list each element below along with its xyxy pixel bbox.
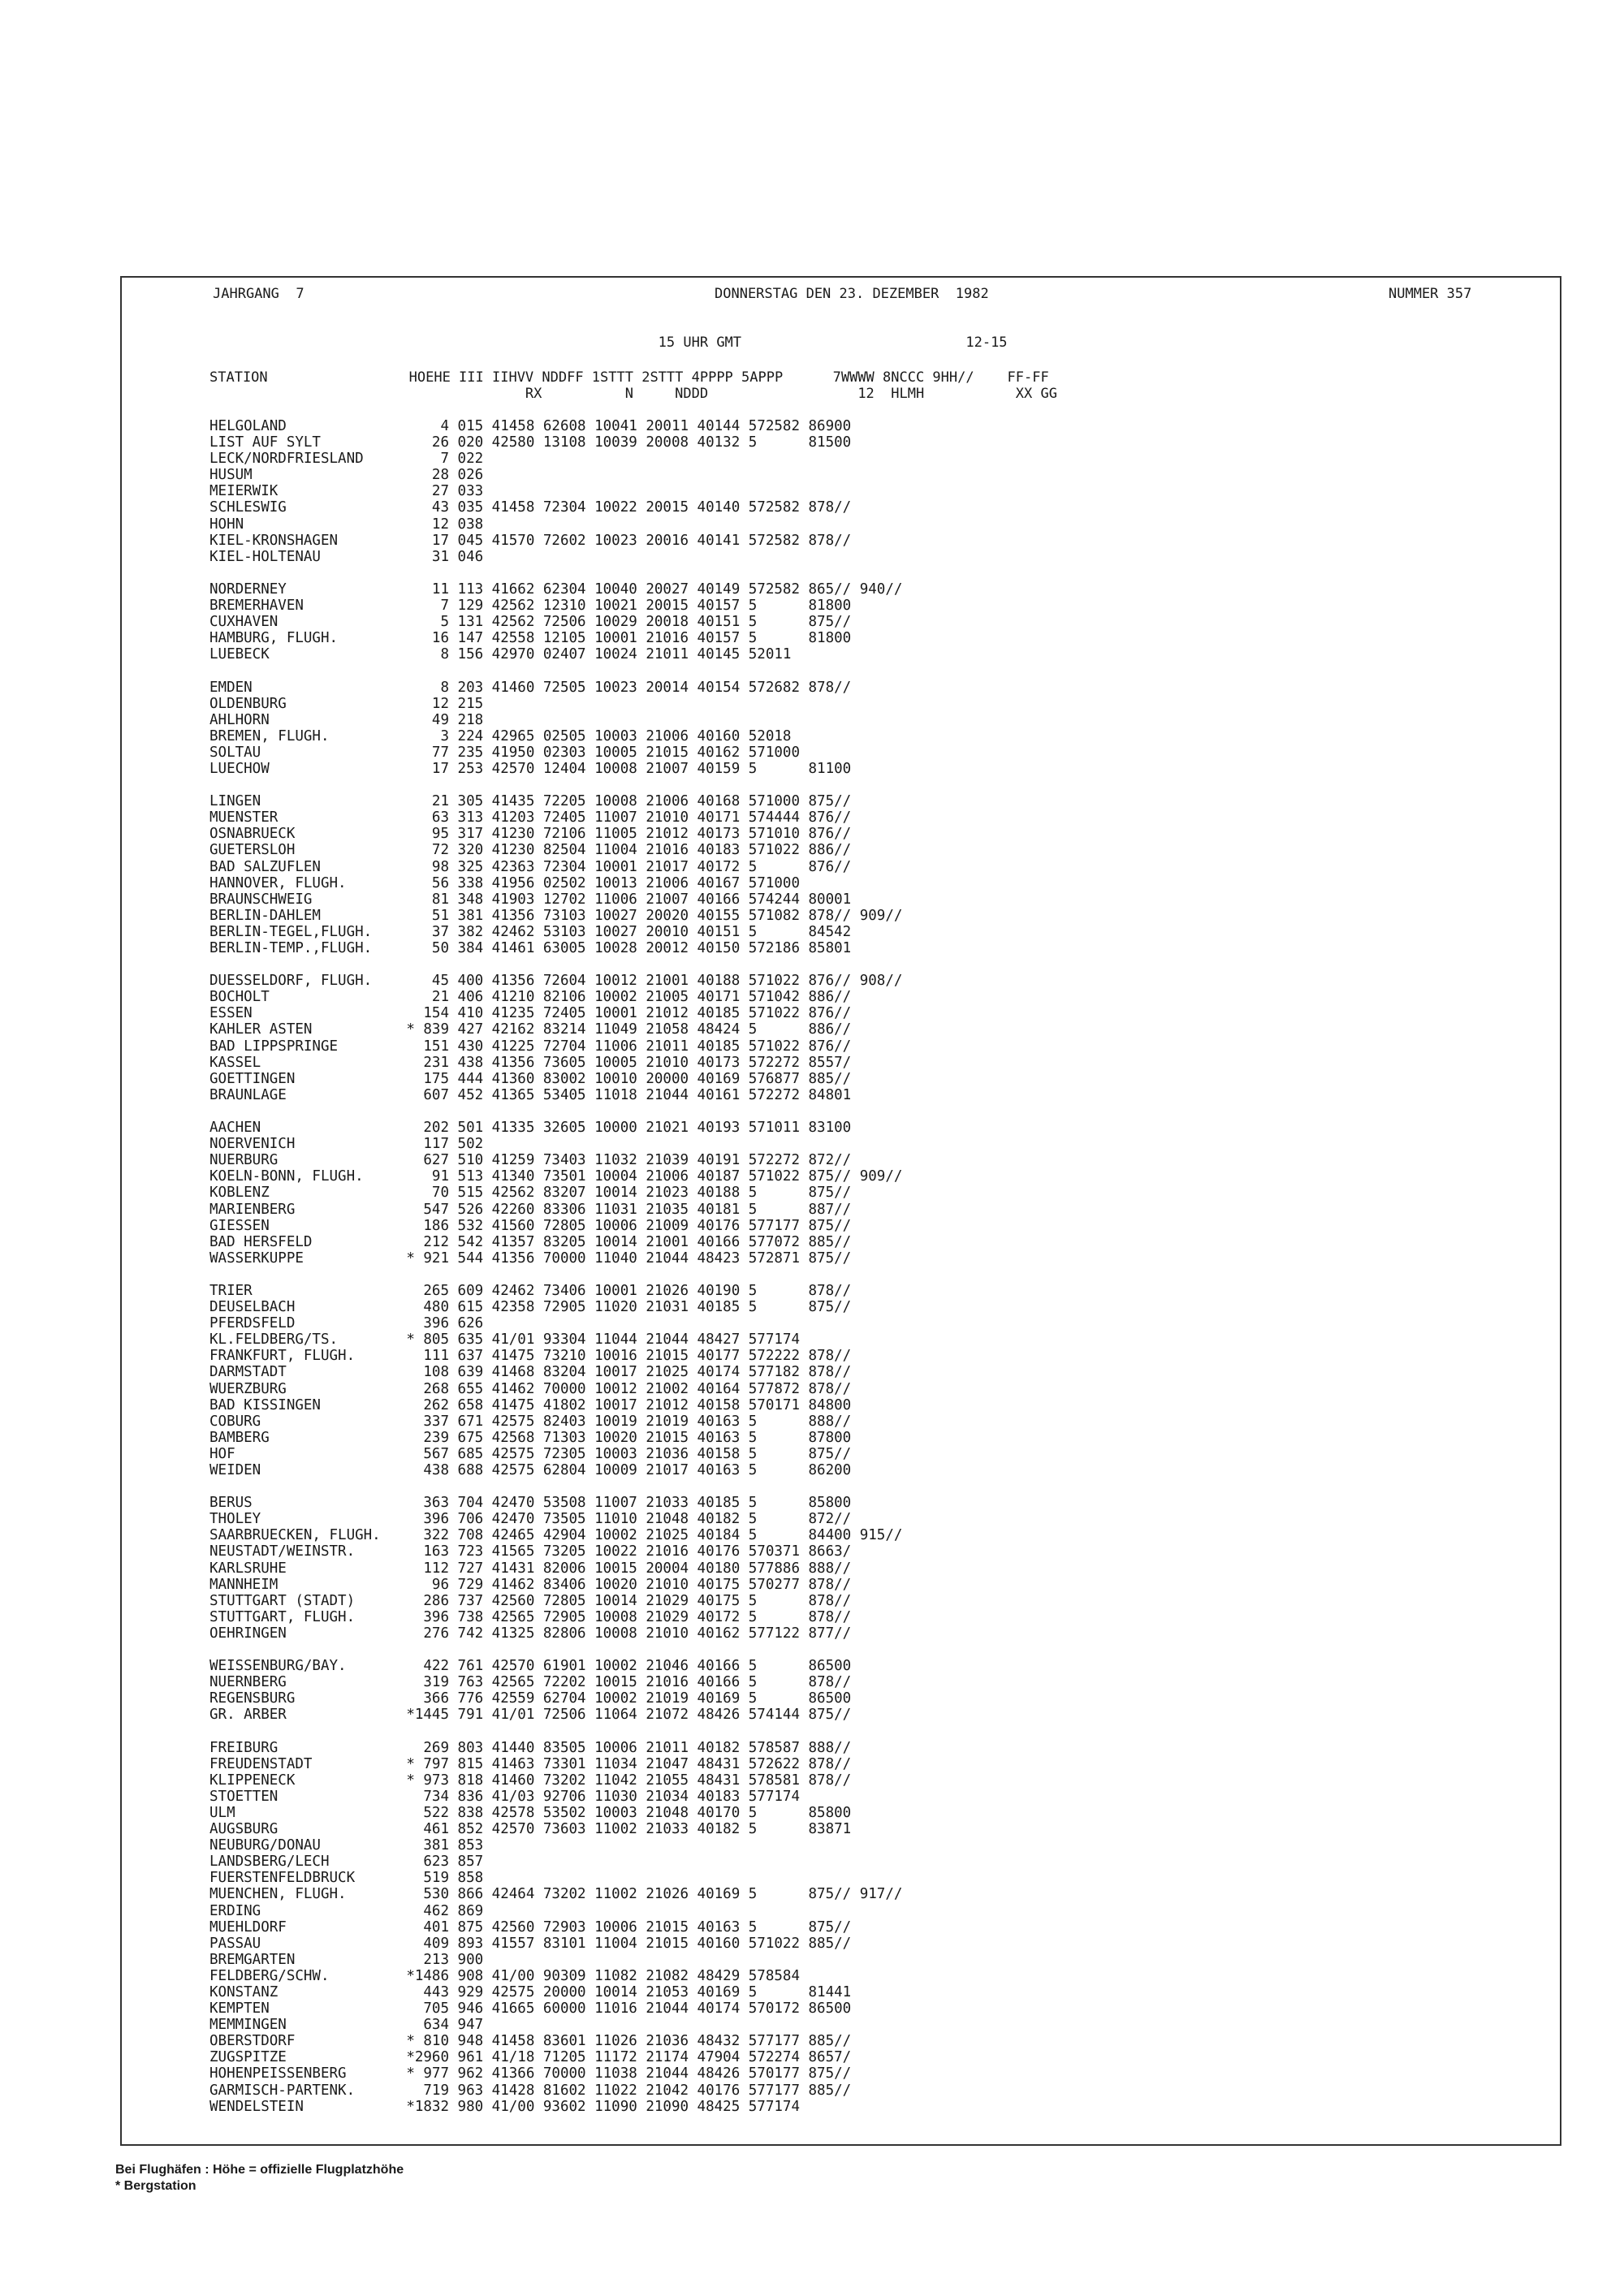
group-gap	[209, 1724, 902, 1740]
table-row: KEMPTEN 705 946 41665 60000 11016 21044 40174 570172 86500	[209, 2000, 852, 2018]
table-row: KL.FELDBERG/TS. * 805 635 41/01 93304 11044 21044 48427 577174	[209, 1331, 800, 1349]
issue-number: NUMMER 357	[1389, 286, 1472, 302]
table-row: REGENSBURG 366 776 42559 62704 10002 21019 40169 5 86500	[209, 1690, 852, 1707]
table-row: MANNHEIM 96 729 41462 83406 10020 21010 40175 570277 878//	[209, 1576, 852, 1593]
table-row: DUESSELDORF, FLUGH. 45 400 41356 72604 10012 21001 40188 571022 876// 908//	[209, 973, 903, 990]
table-row: DEUSELBACH 480 615 42358 72905 11020 21031 40185 5 875//	[209, 1299, 852, 1316]
table-row: MUEHLDORF 401 875 42560 72903 10006 21015 40163 5 875//	[209, 1918, 852, 1936]
table-row: BAD LIPPSPRINGE 151 430 41225 72704 11006 21011 40185 571022 876//	[209, 1038, 852, 1055]
table-row: KLIPPENECK * 973 818 41460 73202 11042 21055 48431 578581 878//	[209, 1772, 852, 1789]
table-row: WEISSENBURG/BAY. 422 761 42570 61901 10002 21046 40166 5 86500	[209, 1658, 852, 1675]
group-gap	[209, 1267, 902, 1283]
table-row: MEIERWIK 27 033	[209, 483, 484, 500]
table-row: AACHEN 202 501 41335 32605 10000 21021 40193 571011 83100	[209, 1120, 852, 1137]
table-row: HOF 567 685 42575 72305 10003 21036 40158 5 875//	[209, 1445, 852, 1462]
group-gap	[209, 565, 902, 581]
table-row: KIEL-KRONSHAGEN 17 045 41570 72602 10023 20016 40141 572582 878//	[209, 532, 852, 549]
table-row: FREUDENSTADT * 797 815 41463 73301 11034 21047 48431 572622 878//	[209, 1755, 852, 1772]
table-row: BRAUNLAGE 607 452 41365 53405 11018 21044 40161 572272 84801	[209, 1086, 852, 1103]
table-row: BERLIN-DAHLEM 51 381 41356 73103 10027 20020 40155 571082 878// 909//	[209, 907, 903, 924]
table-row: KIEL-HOLTENAU 31 046	[209, 548, 484, 565]
table-row: ULM 522 838 42578 53502 10003 21048 40170 5 85800	[209, 1804, 852, 1821]
table-row: BREMERHAVEN 7 129 42562 12310 10021 20015 40157 5 81800	[209, 598, 852, 615]
table-row: HUSUM 28 026	[209, 467, 484, 484]
column-header-line-2: RX N NDDD 12 HLMH XX GG	[209, 386, 1057, 402]
table-row: LUECHOW 17 253 42570 12404 10008 21007 40159 5 81100	[209, 760, 852, 777]
table-row: NUERNBERG 319 763 42565 72202 10015 21016 40166 5 878//	[209, 1674, 852, 1691]
table-row: MUENCHEN, FLUGH. 530 866 42464 73202 11002 21026 40169 5 875// 917//	[209, 1886, 903, 1903]
table-row: BAD SALZUFLEN 98 325 42363 72304 10001 21017 40172 5 876//	[209, 858, 852, 875]
table-row: HANNOVER, FLUGH. 56 338 41956 02502 10013 21006 40167 571000	[209, 874, 800, 891]
table-row: PASSAU 409 893 41557 83101 11004 21015 40160 571022 885//	[209, 1935, 852, 1952]
table-row: ERDING 462 869	[209, 1902, 484, 1919]
table-row: ESSEN 154 410 41235 72405 10001 21012 40185 571022 876//	[209, 1005, 852, 1022]
table-row: NOERVENICH 117 502	[209, 1136, 484, 1153]
table-row: BREMEN, FLUGH. 3 224 42965 02505 10003 21006 40160 52018	[209, 727, 792, 744]
table-row: FRANKFURT, FLUGH. 111 637 41475 73210 10016 21015 40177 572222 878//	[209, 1348, 852, 1365]
table-row: NEUBURG/DONAU 381 853	[209, 1837, 484, 1854]
group-gap	[209, 777, 902, 793]
table-row: GARMISCH-PARTENK. 719 963 41428 81602 11022 21042 40176 577177 885//	[209, 2082, 852, 2099]
table-row: LUEBECK 8 156 42970 02407 10024 21011 40145 52011	[209, 646, 792, 663]
table-row: BAD HERSFELD 212 542 41357 83205 10014 21001 40166 577072 885//	[209, 1233, 852, 1250]
table-row: STUTTGART, FLUGH. 396 738 42565 72905 10008 21029 40172 5 878//	[209, 1608, 852, 1625]
table-row: HOHN 12 038	[209, 516, 484, 533]
table-row: LIST AUF SYLT 26 020 42580 13108 10039 20008 40132 5 81500	[209, 434, 852, 451]
table-row: WUERZBURG 268 655 41462 70000 10012 21002 40164 577872 878//	[209, 1380, 852, 1397]
table-row: LANDSBERG/LECH 623 857	[209, 1854, 484, 1871]
table-row: NORDERNEY 11 113 41662 62304 10040 20027 40149 572582 865// 940//	[209, 580, 903, 598]
table-row: KONSTANZ 443 929 42575 20000 10014 21053 40169 5 81441	[209, 1984, 852, 2000]
table-row: FUERSTENFELDBRUCK 519 858	[209, 1870, 484, 1887]
table-row: FELDBERG/SCHW. *1486 908 41/00 90309 11082 21082 48429 578584	[209, 1967, 800, 1984]
table-row: KASSEL 231 438 41356 73605 10005 21010 40173 572272 8557/	[209, 1054, 852, 1071]
date-label: DONNERSTAG DEN 23. DEZEMBER 1982	[715, 286, 989, 302]
jahrgang-label: JAHRGANG 7	[213, 286, 304, 302]
table-row: HOHENPEISSENBERG * 977 962 41366 70000 11038 21044 48426 570177 875//	[209, 2065, 852, 2082]
table-row: NEUSTADT/WEINSTR. 163 723 41565 73205 10022 21016 40176 570371 8663/	[209, 1543, 852, 1560]
table-row: STOETTEN 734 836 41/03 92706 11030 21034 40183 577174	[209, 1788, 800, 1805]
table-row: MARIENBERG 547 526 42260 83306 11031 21035 40181 5 887//	[209, 1201, 852, 1218]
table-row: OSNABRUECK 95 317 41230 72106 11005 21012 40173 571010 876//	[209, 826, 852, 843]
table-row: LINGEN 21 305 41435 72205 10008 21006 40168 571000 875//	[209, 793, 852, 810]
table-row: LECK/NORDFRIESLAND 7 022	[209, 451, 484, 468]
table-row: FREIBURG 269 803 41440 83505 10006 21011 40182 578587 888//	[209, 1739, 852, 1756]
table-row: KOELN-BONN, FLUGH. 91 513 41340 73501 10004 21006 40187 571022 875// 909//	[209, 1168, 903, 1185]
table-row: KARLSRUHE 112 727 41431 82006 10015 20004 40180 577886 888//	[209, 1560, 852, 1577]
table-row: WENDELSTEIN *1832 980 41/00 93602 11090 21090 48425 577174	[209, 2098, 800, 2115]
table-row: STUTTGART (STADT) 286 737 42560 72805 10014 21029 40175 5 878//	[209, 1592, 852, 1609]
group-gap	[209, 1478, 902, 1495]
table-row: HELGOLAND 4 015 41458 62608 10041 20011 40144 572582 86900	[209, 418, 852, 434]
table-row: KAHLER ASTEN * 839 427 42162 83214 11049 21058 48424 5 886//	[209, 1021, 852, 1038]
table-row: CUXHAVEN 5 131 42562 72506 10029 20018 40151 5 875//	[209, 614, 852, 631]
table-row: BERLIN-TEMP.,FLUGH. 50 384 41461 63005 10028 20012 40150 572186 85801	[209, 940, 852, 956]
column-header-line-1: STATION HOEHE III IIHVV NDDFF 1STTT 2STTT 4PPPP 5APPP 7WWWW 8NCCC 9HH// FF-FF	[209, 369, 1049, 386]
table-row: OEHRINGEN 276 742 41325 82806 10008 21010 40162 577122 877//	[209, 1625, 852, 1642]
table-row: SCHLESWIG 43 035 41458 72304 10022 20015 40140 572582 878//	[209, 499, 852, 516]
table-row: ZUGSPITZE *2960 961 41/18 71205 11172 21174 47904 572274 8657/	[209, 2049, 852, 2066]
footnote-mountain-station: * Bergstation	[115, 2179, 197, 2193]
table-row: BERUS 363 704 42470 53508 11007 21033 40185 5 85800	[209, 1495, 852, 1512]
table-row: HAMBURG, FLUGH. 16 147 42558 12105 10001 21016 40157 5 81800	[209, 630, 852, 647]
table-row: WASSERKUPPE * 921 544 41356 70000 11040 21044 48423 572871 875//	[209, 1249, 852, 1267]
table-row: SOLTAU 77 235 41950 02303 10005 21015 40162 571000	[209, 744, 800, 761]
group-gap	[209, 662, 902, 679]
table-row: BAMBERG 239 675 42568 71303 10020 21015 40163 5 87800	[209, 1429, 852, 1446]
group-gap	[209, 1642, 902, 1658]
table-row: OLDENBURG 12 215	[209, 695, 484, 712]
table-row: AUGSBURG 461 852 42570 73603 11002 21033 40182 5 83871	[209, 1821, 852, 1838]
table-row: MEMMINGEN 634 947	[209, 2017, 484, 2034]
time-line: 15 UHR GMT 12-15	[209, 334, 1008, 351]
table-row: GR. ARBER *1445 791 41/01 72506 11064 21072 48426 574144 875//	[209, 1707, 852, 1724]
table-row: BERLIN-TEGEL,FLUGH. 37 382 42462 53103 10027 20010 40151 5 84542	[209, 923, 852, 940]
station-table	[209, 418, 902, 2115]
table-row: PFERDSFELD 396 626	[209, 1315, 484, 1332]
table-row: BREMGARTEN 213 900	[209, 1951, 484, 1968]
footnote-airports: Bei Flughäfen : Höhe = offizielle Flugplatzhöhe	[115, 2163, 404, 2177]
table-row: DARMSTADT 108 639 41468 83204 10017 21025 40174 577182 878//	[209, 1364, 852, 1381]
table-row: GUETERSLOH 72 320 41230 82504 11004 21016 40183 571022 886//	[209, 842, 852, 859]
table-row: WEIDEN 438 688 42575 62804 10009 21017 40163 5 86200	[209, 1462, 852, 1478]
table-row: BOCHOLT 21 406 41210 82106 10002 21005 40171 571042 886//	[209, 989, 852, 1006]
group-gap	[209, 1103, 902, 1120]
table-row: BRAUNSCHWEIG 81 348 41903 12702 11006 21007 40166 574244 80001	[209, 891, 852, 908]
table-row: BAD KISSINGEN 262 658 41475 41802 10017 21012 40158 570171 84800	[209, 1396, 852, 1413]
table-row: COBURG 337 671 42575 82403 10019 21019 40163 5 888//	[209, 1413, 852, 1430]
table-row: EMDEN 8 203 41460 72505 10023 20014 40154 572682 878//	[209, 679, 852, 696]
table-row: AHLHORN 49 218	[209, 711, 484, 728]
group-gap	[209, 956, 902, 973]
table-row: OBERSTDORF * 810 948 41458 83601 11026 21036 48432 577177 885//	[209, 2033, 852, 2050]
table-row: KOBLENZ 70 515 42562 83207 10014 21023 40188 5 875//	[209, 1185, 852, 1202]
table-row: NUERBURG 627 510 41259 73403 11032 21039 40191 572272 872//	[209, 1152, 852, 1169]
table-row: THOLEY 396 706 42470 73505 11010 21048 40182 5 872//	[209, 1511, 852, 1528]
table-row: GIESSEN 186 532 41560 72805 10006 21009 40176 577177 875//	[209, 1217, 852, 1234]
table-row: MUENSTER 63 313 41203 72405 11007 21010 40171 574444 876//	[209, 809, 852, 826]
table-row: GOETTINGEN 175 444 41360 83002 10010 20000 40169 576877 885//	[209, 1070, 852, 1087]
table-row: SAARBRUECKEN, FLUGH. 322 708 42465 42904 10002 21025 40184 5 84400 915//	[209, 1527, 903, 1544]
table-row: TRIER 265 609 42462 73406 10001 21026 40190 5 878//	[209, 1282, 852, 1299]
